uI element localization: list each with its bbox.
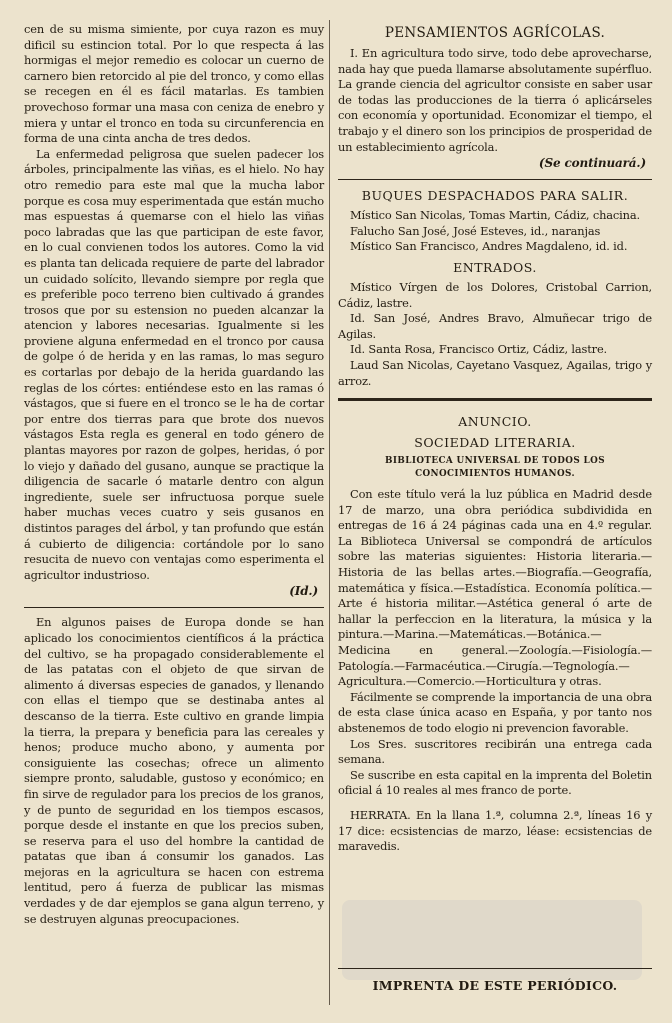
buques-item: Falucho San José, José Esteves, id., naranjas: [350, 223, 601, 238]
biblioteca-subtitle: BIBLIOTECA UNIVERSAL DE TODOS LOS CONOCIMIENTOS HUMANOS.: [385, 456, 605, 480]
imprint-text: IMPRENTA DE ESTE PERIÓDICO.: [372, 978, 618, 993]
anuncio-title: ANUNCIO.: [458, 414, 532, 430]
buques-title: BUQUES DESPACHADOS PARA SALIR.: [361, 188, 629, 204]
author-signature: (Id.): [289, 584, 318, 599]
paragraph-frost-disease: La enfermedad peligrosa que suelen padecer los árboles, principalmente las viñas, es el hielo. No hay otro remedio para este mal que la mucha labor porque es cosa muy esperimentada que están mucho mas espuestas á quemarse con el hielo las viñas poco labradas que las que participan de este favor, en lo cual convienen todos los autores. Como la vid es planta tan delicada requiere de parte del labrador un cuidado solícito, llevando siempre por regla que es preferible poco terreno bien cultivado á grandes trosos que por su estension no pueden alcanzar la atencion y labores necesarias. Igualmente si les proviene alguna enfermedad en el tronco por causa de golpe ó de herida y en las ramas, lo mas seguro es cortarlas por debajo de la herida guardando las reglas de los córtes: entiéndese esto en las ramas ó vástagos, que si fuere en el tronco se le ha de cortar por entre dos tierras para que brote dos nuevos vástagos Esta regla es general en todo género de plantas mayores por razon de golpes, heridas, ó por lo viejo y dañado del gusano, aunque se practique la diligencia de sacarle ó matarle dentro con algun ingrediente, suele ser infructuosa porque suele haber muchas veces cuatro y seis gusanos en distintos parages del árbol, y tan profundo que están á cubierto de diligencia: cortándole por lo sano resucita de nuevo con ventajas como esperimenta el agricultor industrioso.: [24, 146, 324, 582]
anuncio-paragraph: Fácilmente se comprende la importancia de una obra de esta clase única acaso en España, y por tanto nos abstenemos de todo elogio ni prevencion favorable.: [338, 689, 652, 735]
paragraph-pests: cen de su misma simiente, por cuya razon es muy dificil su estincion total. Por lo que respecta á las hormigas el mejor remedio es colocar un cuerno de carnero bien retorcido al pie del tronco, y como ellas se recegen en él es fácil matarlas. Es tambien provechoso formar una masa con ceniza de enebro y miera y untar el tronco en toda su circunferencia en forma de una cinta ancha de tres dedos.: [24, 22, 324, 146]
continued-note: (Se continuará.): [538, 156, 646, 171]
anuncio-paragraph: Se suscribe en esta capital en la imprenta del Boletin oficial á 10 reales al mes franco de porte.: [338, 767, 652, 798]
buques-item: Místico San Nicolas, Tomas Martin, Cádiz, chacina.: [350, 208, 640, 223]
entrados-item: Id. Santa Rosa, Francisco Ortiz, Cádiz, lastre.: [350, 342, 608, 357]
buques-item: Místico San Francisco, Andres Magdaleno, id. id.: [350, 239, 628, 254]
section-divider: [24, 607, 324, 608]
pensamientos-text: I. En agricultura todo sirve, todo debe aprovecharse, nada hay que pueda llamarse absolutamente supérfluo. La grande ciencia del agricultor consiste en saber usar de todas las producciones de la tierra ó aplicárseles con economía y oportunidad. Economizar el tiempo, el trabajo y el dinero son los principios de prosperidad de un establecimiento agrícola.: [338, 46, 652, 154]
column-divider: [329, 20, 330, 1005]
pensamientos-title: PENSAMIENTOS AGRÍCOLAS.: [384, 25, 606, 41]
errata-note: HERRATA. En la llana 1.ª, columna 2.ª, líneas 16 y 17 dice: ecsistencias de marzo, léase: ecsistencias de maravedis.: [338, 807, 652, 854]
section-divider: [338, 179, 652, 180]
entrados-item: Místico Vírgen de los Dolores, Cristobal Carrion, Cádiz, lastre.: [338, 279, 652, 310]
thick-divider: [338, 398, 652, 401]
left-column: [24, 22, 324, 927]
sociedad-title: SOCIEDAD LITERARIA.: [414, 435, 576, 451]
paragraph-potatoes: En algunos paises de Europa donde se han aplicado los conocimientos científicos á la práctica del cultivo, se ha propagado considerablemente el de las patatas con el objeto de que sirvan de alimento á diversas especies de ganados, y llenando con ellas el tiempo que se destinaba antes al descanso de la tierra. Este cultivo en grande limpia la tierra, la prepara y beneficia para las cereales y henos; produce mucho abono, y aumenta por consiguiente las cosechas; ofrece un alimento siempre pronto, saludable, gustoso y económico; en fin sirve de regulador para los precios de los granos, y de punto de seguridad en los tiempos escasos, porque desde el instante en que los precios suben, se reserva para el uso del hombre la cantidad de patatas que iban á consumir los ganados. Las mejoras en la agricultura se hacen con estrema lentitud, pero á fuerza de publicar las mismas verdades y de dar ejemplos se gana algun terreno, y se destruyen algunas preocupaciones.: [24, 615, 324, 926]
entrados-title: ENTRADOS.: [453, 259, 537, 275]
footer-divider: [338, 968, 652, 969]
right-column: [338, 22, 652, 855]
entrados-item: Id. San José, Andres Bravo, Almuñecar trigo de Agilas.: [338, 311, 652, 341]
anuncio-paragraph: Con este título verá la luz pública en Madrid desde 17 de marzo, una obra periódica subdividida en entregas de 16 á 24 páginas cada una en 4.º regular. La Biblioteca Universal se compondrá de artículos sobre las materias siguientes: Historia literaria.—Historia de las bellas artes.—Biografía.—Geografía, matemática y física.—Estadística. Economía política.—Arte é historia militar.—Astética general ó arte de hallar la perfeccion en la literatura, la música y la pintura.—Marina.—Matemáticas.—Botánica.—Medicina en general.—Zoología.—Fisiología.—Patología.—Farmacéutica.—Cirugía.—Tegnología.—Agricultura.—Comercio.—Horticultura y otras.: [338, 487, 652, 689]
anuncio-paragraph: Los Sres. suscritores recibirán una entrega cada semana.: [338, 736, 652, 767]
imprint-footer: [338, 968, 652, 994]
entrados-item: Laud San Nicolas, Cayetano Vasquez, Agailas, trigo y arroz.: [338, 357, 652, 388]
